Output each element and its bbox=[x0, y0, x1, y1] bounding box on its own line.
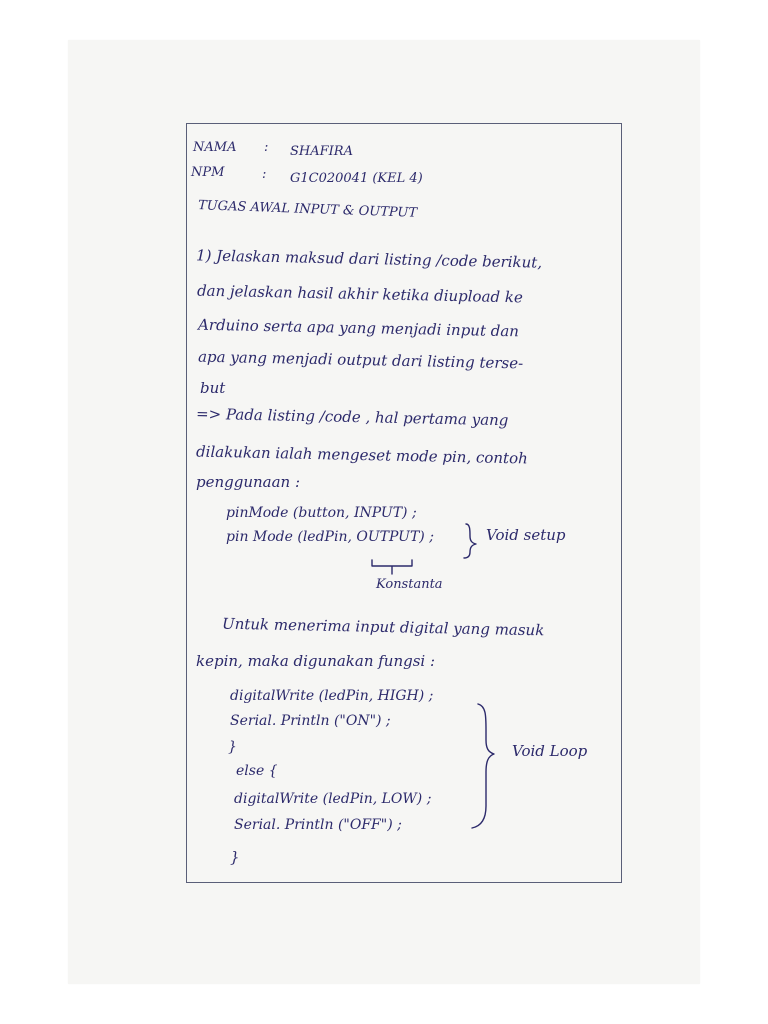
assignment-title: TUGAS AWAL INPUT & OUTPUT bbox=[197, 198, 418, 221]
loop-code-line-3: } bbox=[228, 739, 237, 755]
constant-bracket bbox=[372, 560, 412, 574]
loop-code-line-1: digitalWrite (ledPin, HIGH) ; bbox=[230, 688, 434, 704]
answer-line-1: => Pada listing /code , hal pertama yang bbox=[195, 404, 509, 430]
setup-code-line-1: pinMode (button, INPUT) ; bbox=[226, 505, 417, 521]
setup-code-line-2: pin Mode (ledPin, OUTPUT) ; bbox=[226, 529, 434, 545]
loop-brace bbox=[472, 704, 494, 828]
question-line-3: Arduino serta apa yang menjadi input dan bbox=[197, 315, 520, 341]
answer-line-2: dilakukan ialah mengeset mode pin, contoh bbox=[195, 442, 528, 468]
loop-code-line-2: Serial. Println ("ON") ; bbox=[230, 713, 391, 729]
question-line-4: apa yang menjadi output dari listing terse- bbox=[197, 347, 524, 373]
npm-label: NPM bbox=[191, 165, 225, 180]
question-line-2: dan jelaskan hasil akhir ketika diupload ke bbox=[196, 281, 524, 307]
void-setup-label: Void setup bbox=[486, 526, 566, 544]
question-line-5: but bbox=[200, 379, 226, 397]
loop-code-line-6: Serial. Println ("OFF") ; bbox=[234, 817, 402, 833]
question-line-1: 1) Jelaskan maksud dari listing /code berikut, bbox=[195, 246, 543, 272]
loop-intro-line-2: kepin, maka digunakan fungsi : bbox=[196, 652, 436, 670]
npm-separator: : bbox=[262, 167, 267, 182]
loop-intro-line-1: Untuk menerima input digital yang masuk bbox=[221, 614, 545, 640]
nama-separator: : bbox=[264, 140, 269, 155]
constant-label: Konstanta bbox=[376, 577, 443, 592]
nama-label: NAMA bbox=[193, 140, 237, 155]
void-loop-label: Void Loop bbox=[512, 742, 588, 760]
loop-code-line-7: } bbox=[230, 848, 240, 866]
npm-value: G1C020041 (KEL 4) bbox=[290, 171, 423, 186]
answer-line-3: penggunaan : bbox=[196, 473, 301, 491]
nama-value: SHAFIRA bbox=[290, 144, 353, 159]
loop-code-line-4: else { bbox=[236, 763, 278, 779]
loop-code-line-5: digitalWrite (ledPin, LOW) ; bbox=[234, 791, 432, 807]
setup-brace bbox=[464, 524, 476, 558]
